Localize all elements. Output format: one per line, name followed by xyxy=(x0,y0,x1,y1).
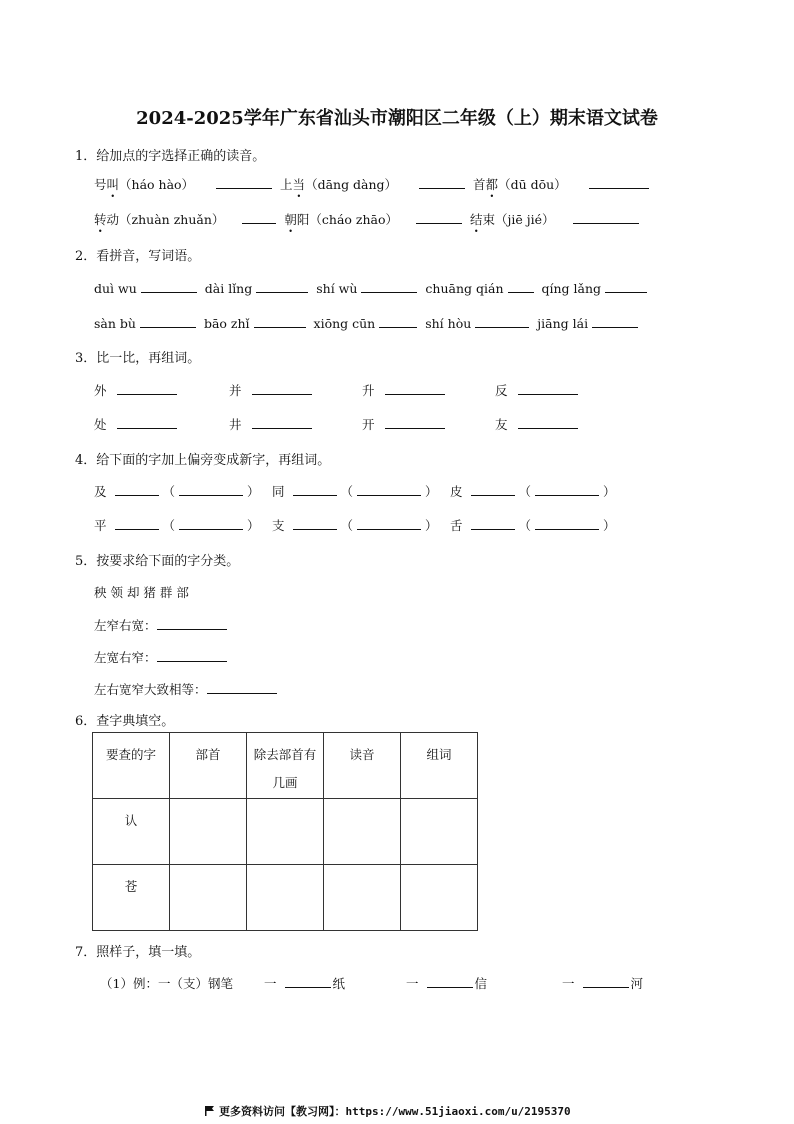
answer-blank[interactable] xyxy=(357,517,421,530)
pinyin-word: qíng lǎng xyxy=(541,281,602,296)
question-2-stem: 2．看拼音，写词语。 xyxy=(75,249,201,264)
answer-blank[interactable] xyxy=(216,176,272,189)
answer-blank[interactable] xyxy=(117,416,177,429)
q3-item: 友 xyxy=(495,415,582,433)
answer-blank[interactable] xyxy=(157,617,227,630)
question-3-stem: 3．比一比，再组词。 xyxy=(75,351,201,366)
q1-row-1 xyxy=(94,175,653,193)
table-cell-blank[interactable] xyxy=(247,799,324,865)
q7-item: 一 纸 xyxy=(264,976,346,991)
table-header-row xyxy=(93,733,478,799)
answer-blank[interactable] xyxy=(471,483,515,496)
q7-item: 一 河 xyxy=(562,976,644,991)
table-header-cell: 部首 xyxy=(170,733,247,799)
q4-item: 舌 （ ） xyxy=(450,518,616,533)
table-header-cell: 组词 xyxy=(401,733,478,799)
answer-blank[interactable] xyxy=(252,416,312,429)
answer-blank[interactable] xyxy=(518,382,578,395)
answer-blank[interactable] xyxy=(385,382,445,395)
q3-item: 升 xyxy=(362,381,449,399)
answer-blank[interactable] xyxy=(293,517,337,530)
q5-line-1: 左窄右宽： xyxy=(94,616,231,634)
table-cell-blank[interactable] xyxy=(401,865,478,931)
pinyin-word: bāo zhǐ xyxy=(203,316,250,331)
q4-item: 平 （ ） xyxy=(94,518,260,533)
answer-blank[interactable] xyxy=(115,483,159,496)
table-header-cell: 读音 xyxy=(324,733,401,799)
q3-item: 反 xyxy=(495,381,582,399)
question-7-stem: 7．照样子，填一填。 xyxy=(75,945,201,960)
pinyin-word: chuāng qián xyxy=(425,281,504,296)
table-cell-blank[interactable] xyxy=(170,799,247,865)
answer-blank[interactable] xyxy=(115,517,159,530)
answer-blank[interactable] xyxy=(419,176,465,189)
pinyin-word: xiōng cūn xyxy=(313,316,376,331)
answer-blank[interactable] xyxy=(254,315,306,328)
answer-blank[interactable] xyxy=(583,975,629,988)
answer-blank[interactable] xyxy=(605,280,647,293)
answer-blank[interactable] xyxy=(508,280,534,293)
q5-line-2: 左宽右窄： xyxy=(94,648,231,666)
dictionary-table xyxy=(92,732,478,931)
table-cell-blank[interactable] xyxy=(170,865,247,931)
answer-blank[interactable] xyxy=(385,416,445,429)
answer-blank[interactable] xyxy=(157,649,227,662)
q4-item: 及 （ ） xyxy=(94,484,260,499)
answer-blank[interactable] xyxy=(242,211,276,224)
question-4-stem: 4．给下面的字加上偏旁变成新字，再组词。 xyxy=(75,453,331,468)
q1-item: 转动（zhuàn zhuǎn） xyxy=(94,212,225,227)
q3-item: 处 xyxy=(94,415,181,433)
answer-blank[interactable] xyxy=(141,280,197,293)
q3-item: 并 xyxy=(229,381,316,399)
footer-text: 更多资料访问【教习网】：https://www.51jiaoxi.com/u/2195370 xyxy=(219,1105,571,1118)
pinyin-word: dài lǐng xyxy=(204,281,253,296)
answer-blank[interactable] xyxy=(293,483,337,496)
table-cell-blank[interactable] xyxy=(324,865,401,931)
answer-blank[interactable] xyxy=(379,315,417,328)
q1-row-2 xyxy=(94,210,643,228)
pinyin-word: shí hòu xyxy=(425,316,472,331)
answer-blank[interactable] xyxy=(179,483,243,496)
table-cell-char: 认 xyxy=(93,799,170,865)
answer-blank[interactable] xyxy=(416,211,462,224)
q5-chars: 秧 领 却 猪 群 部 xyxy=(94,585,189,600)
q3-item: 外 xyxy=(94,381,181,399)
answer-blank[interactable] xyxy=(592,315,638,328)
answer-blank[interactable] xyxy=(140,315,196,328)
answer-blank[interactable] xyxy=(589,176,649,189)
q4-item: 支 （ ） xyxy=(272,518,438,533)
answer-blank[interactable] xyxy=(117,382,177,395)
question-6-stem: 6．查字典填空。 xyxy=(75,714,175,729)
pinyin-word: shí wù xyxy=(316,281,358,296)
table-cell-blank[interactable] xyxy=(401,799,478,865)
answer-blank[interactable] xyxy=(471,517,515,530)
question-5-stem: 5．按要求给下面的字分类。 xyxy=(75,554,240,569)
answer-blank[interactable] xyxy=(535,517,599,530)
q3-item: 井 xyxy=(229,415,316,433)
answer-blank[interactable] xyxy=(285,975,331,988)
q1-item: 号叫（háo hào） xyxy=(94,177,195,192)
table-row xyxy=(93,865,478,931)
q4-item: 皮 （ ） xyxy=(450,484,616,499)
answer-blank[interactable] xyxy=(179,517,243,530)
page-title: 2024-2025学年广东省汕头市潮阳区二年级（上）期末语文试卷 xyxy=(136,108,658,129)
q2-row-1 xyxy=(94,280,651,296)
q1-item: 结束（jiē jié） xyxy=(469,212,555,227)
answer-blank[interactable] xyxy=(256,280,308,293)
answer-blank[interactable] xyxy=(252,382,312,395)
pinyin-word: sàn bù xyxy=(94,316,136,331)
q3-item: 开 xyxy=(362,415,449,433)
q1-item: 首都（dū dōu） xyxy=(473,177,567,192)
table-header-cell: 除去部首有几画 xyxy=(247,733,324,799)
q1-item: 上当（dāng dàng） xyxy=(280,177,398,192)
table-row xyxy=(93,799,478,865)
answer-blank[interactable] xyxy=(518,416,578,429)
pinyin-word: duì wu xyxy=(94,281,137,296)
footer-link[interactable] xyxy=(205,1103,571,1119)
flag-icon xyxy=(205,1106,215,1116)
question-1-stem: 1．给加点的字选择正确的读音。 xyxy=(75,149,266,164)
answer-blank[interactable] xyxy=(361,280,417,293)
answer-blank[interactable] xyxy=(535,483,599,496)
table-cell-blank[interactable] xyxy=(247,865,324,931)
q2-row-2 xyxy=(94,315,642,331)
answer-blank[interactable] xyxy=(357,483,421,496)
answer-blank[interactable] xyxy=(427,975,473,988)
answer-blank[interactable] xyxy=(475,315,529,328)
pinyin-word: jiāng lái xyxy=(537,316,589,331)
q7-example: （1）例：一（支）钢笔 xyxy=(100,976,233,991)
q4-item: 同 （ ） xyxy=(272,484,438,499)
table-header-cell: 要查的字 xyxy=(93,733,170,799)
table-cell-char: 苍 xyxy=(93,865,170,931)
q5-line-3: 左右宽窄大致相等： xyxy=(94,680,281,698)
table-cell-blank[interactable] xyxy=(324,799,401,865)
q7-item: 一 信 xyxy=(406,976,488,991)
answer-blank[interactable] xyxy=(207,681,277,694)
answer-blank[interactable] xyxy=(573,211,639,224)
q1-item: 朝阳（cháo zhāo） xyxy=(284,212,399,227)
